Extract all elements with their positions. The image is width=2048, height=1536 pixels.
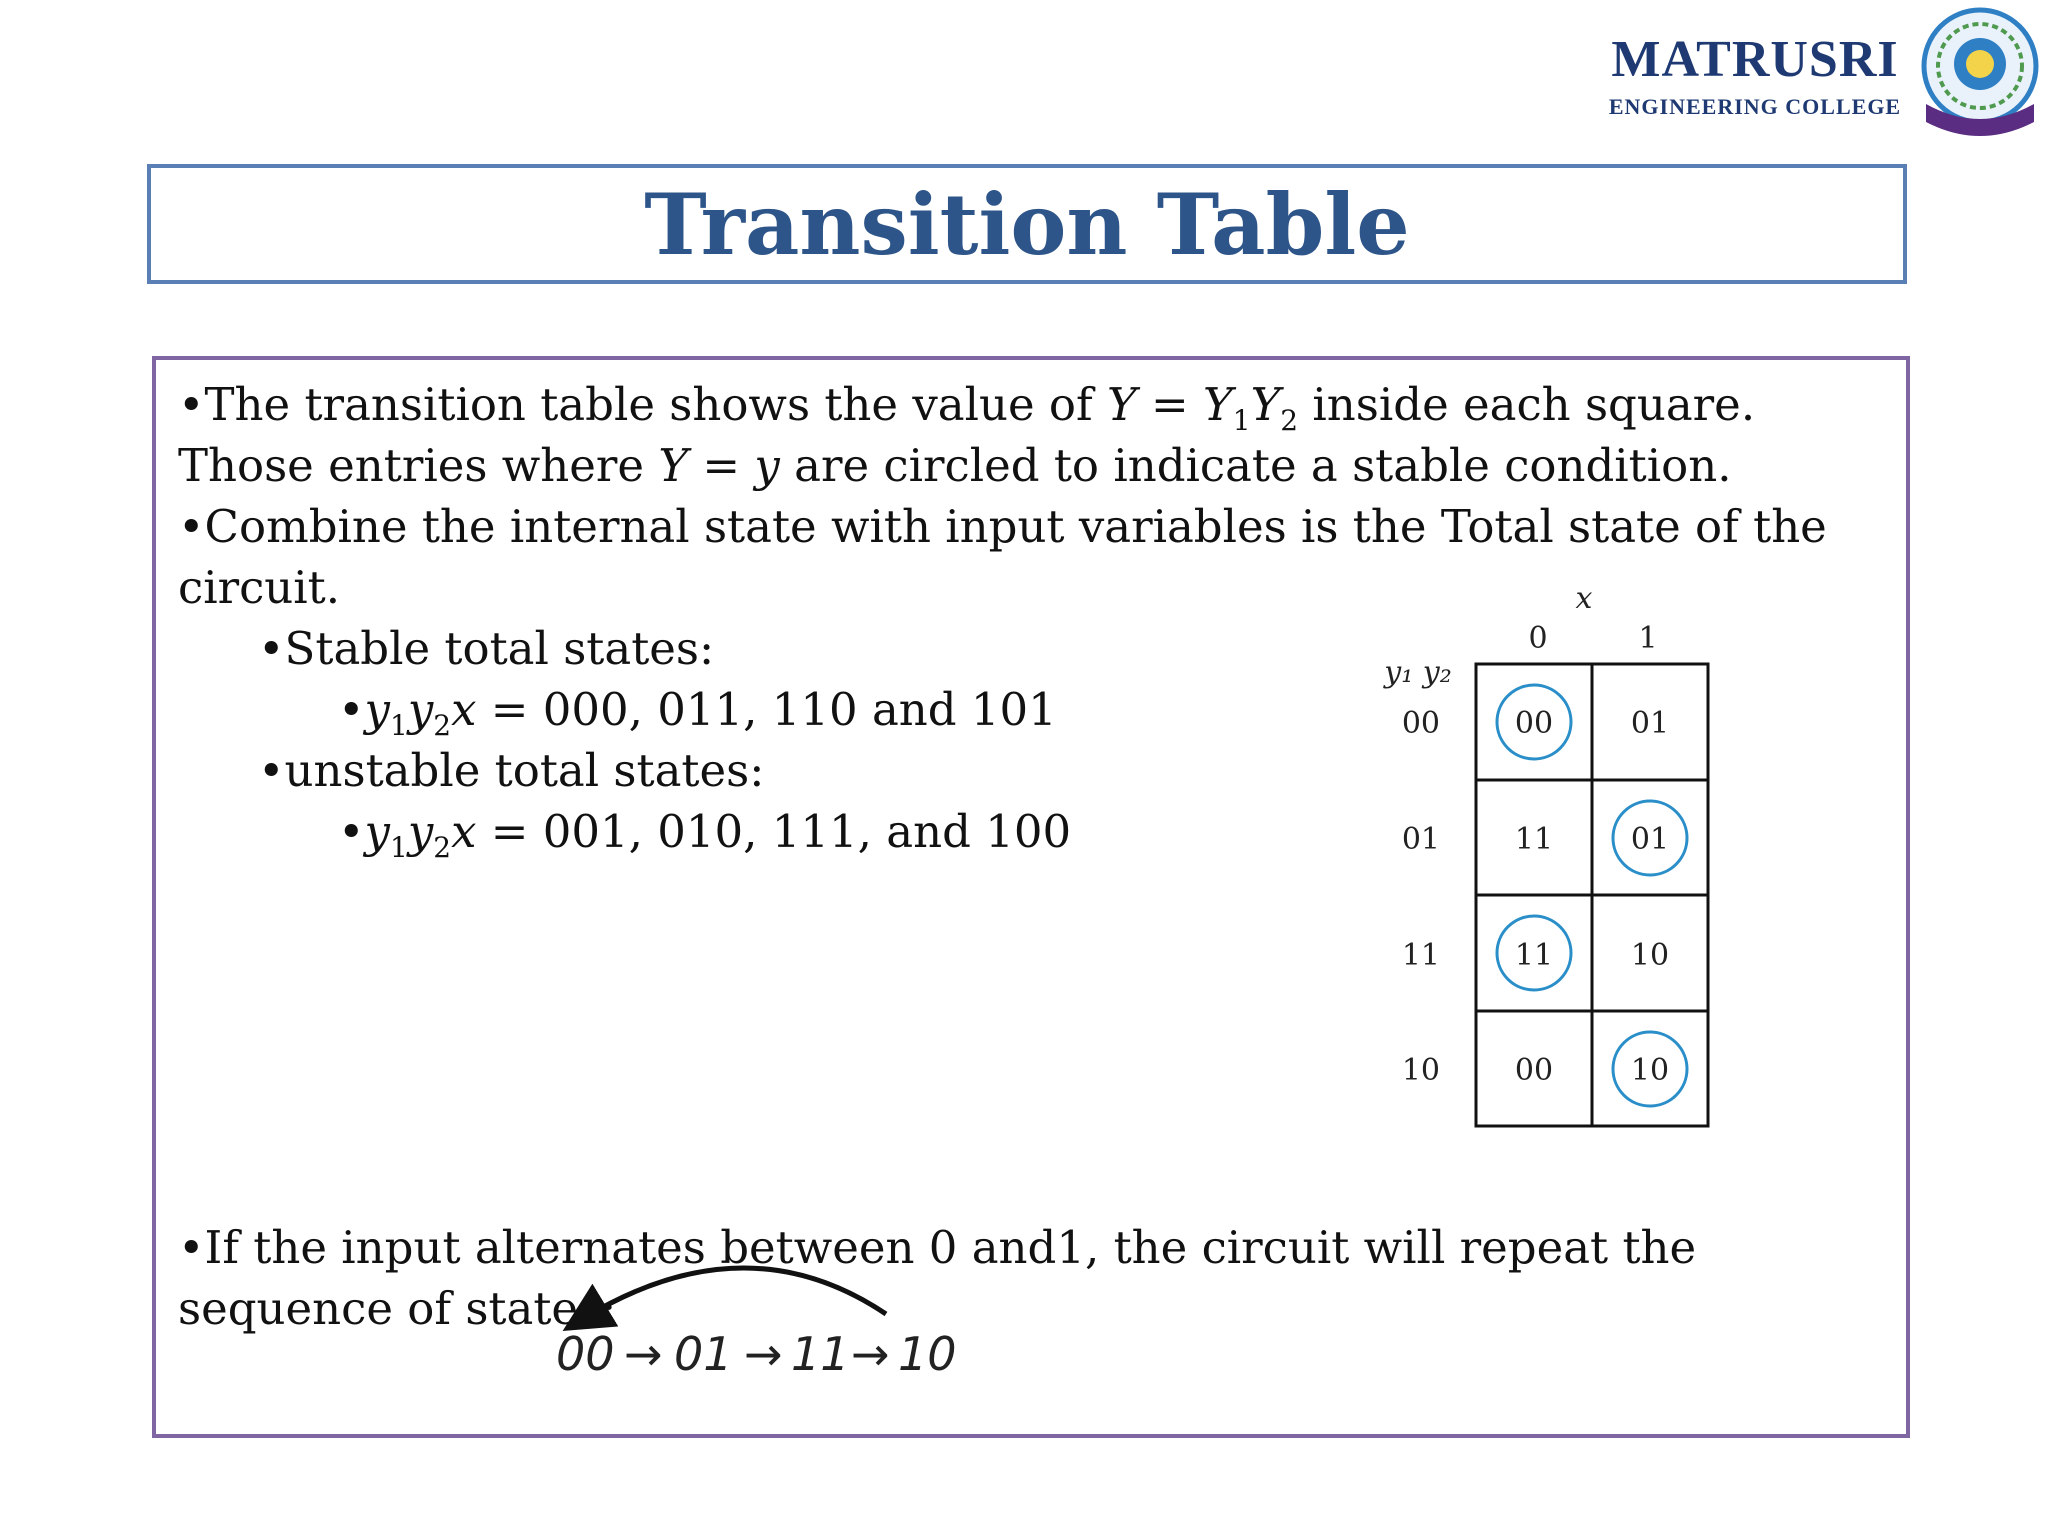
column-header-0: 0 [1528, 621, 1548, 656]
cell-10-x0: 00 [1514, 1053, 1554, 1088]
row-header-0: 00 [1401, 706, 1440, 741]
cell-00-x0: 00 [1514, 706, 1554, 741]
bullet-unstable-heading: •unstable total states: [258, 744, 765, 797]
title-box [147, 164, 1907, 284]
math-var: x [451, 683, 477, 736]
seq-state-3: 10 [898, 1327, 957, 1380]
seq-state-0: 00 [556, 1327, 615, 1380]
slide-title: Transition Table [644, 174, 1410, 274]
college-subtitle: ENGINEERING COLLEGE [1608, 94, 1902, 119]
state-sequence-diagram [506, 1240, 1106, 1380]
math-var: y [364, 805, 390, 858]
math-sub: 1 [1232, 404, 1251, 437]
cell-01-x1: 01 [1630, 822, 1670, 857]
math-sub: 2 [433, 831, 452, 864]
seq-arrow-2: → [744, 1327, 783, 1380]
bullet-stable-heading: •Stable total states: [258, 622, 715, 675]
math-var: Y [658, 439, 689, 492]
math-sub: 1 [389, 709, 408, 742]
row-variable-label: y₁ y₂ [1384, 655, 1452, 690]
seq-arrow-3: → [851, 1327, 890, 1380]
seq-state-2: 11 [791, 1327, 850, 1380]
math-var: y [754, 439, 780, 492]
bullet-alternate-input: •If the input alternates between 0 and1, the circuit will repeat the sequence of states: [178, 1221, 1697, 1335]
bullet-transition-definition [178, 374, 1898, 496]
math-var: Y [1106, 378, 1137, 431]
cell-11-x0: 11 [1514, 938, 1554, 973]
text-segment: are circled to indicate a stable condition. [779, 439, 1732, 492]
text-segment: •The transition table shows the value of [178, 378, 1107, 431]
input-variable-label: x [1575, 581, 1593, 616]
return-arrow-icon [584, 1268, 886, 1318]
column-header-1: 1 [1638, 621, 1658, 656]
text-segment: = 000, 011, 110 and 101 [476, 683, 1057, 736]
table-grid [1476, 664, 1708, 1126]
bullet-dot: • [338, 805, 365, 858]
math-var: y [364, 683, 390, 736]
seq-arrow-1: → [624, 1327, 663, 1380]
transition-table [1362, 580, 1732, 1140]
row-header-1: 01 [1401, 822, 1440, 857]
math-eq: = [1136, 378, 1204, 431]
row-header-2: 11 [1401, 938, 1440, 973]
math-sub: 2 [433, 709, 452, 742]
college-emblem-icon [1918, 4, 2042, 144]
math-var: Y [1250, 378, 1281, 431]
text-segment: inside each square. Those entries where [178, 378, 1756, 492]
seq-state-1: 01 [674, 1327, 733, 1380]
cell-01-x0: 11 [1514, 822, 1554, 857]
bullet-total-state: •Combine the internal state with input variables is the Total state of the circuit. [178, 500, 1827, 614]
math-eq: = [688, 439, 755, 492]
college-name: MATRUSRI [1611, 31, 1899, 88]
math-var: x [451, 805, 477, 858]
bullet-dot: • [338, 683, 365, 736]
college-logo-text [1590, 30, 1920, 120]
math-sub: 1 [389, 831, 408, 864]
math-var: y [407, 683, 434, 736]
cell-00-x1: 01 [1630, 706, 1670, 741]
row-header-3: 10 [1401, 1053, 1440, 1088]
cell-11-x1: 10 [1630, 938, 1670, 973]
math-sub: 2 [1280, 404, 1299, 437]
text-segment: = 001, 010, 111, and 100 [476, 805, 1072, 858]
cell-10-x1: 10 [1630, 1053, 1670, 1088]
math-var: Y [1203, 378, 1233, 431]
math-var: y [407, 805, 434, 858]
